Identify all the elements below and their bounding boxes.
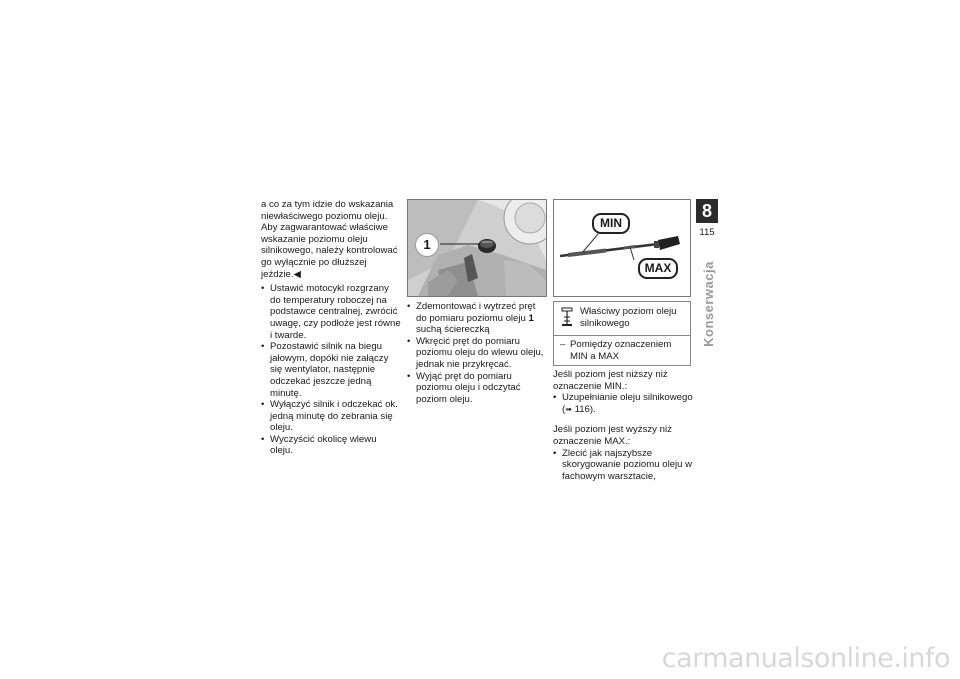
callout-reference: 1	[528, 312, 534, 324]
spec-value: Pomiędzy oznaczeniem MIN a MAX	[570, 339, 672, 362]
min-label-box	[592, 213, 630, 234]
max-label-box	[638, 258, 678, 279]
list-item: • Pozostawić silnik na biegu jałowym, dopóki nie załączy się wentylator, następnie odczekać jeszcze jedną minutę.	[261, 341, 401, 399]
chapter-number-tab: 8	[696, 199, 718, 223]
page-reference[interactable]	[562, 404, 596, 415]
above-max-paragraph: Jeśli poziom jest wyższy niż oznaczenie MAX.:	[553, 424, 672, 447]
steps-list-2	[407, 301, 547, 405]
spec-value-row	[560, 339, 686, 362]
step-text: suchą ściereczką	[416, 324, 490, 336]
list-item: • Zlecić jak najszybsze skorygowanie poziomu oleju w fachowym warsztacie,	[553, 448, 693, 483]
page-number: 115	[699, 227, 715, 238]
max-label: MAX	[644, 261, 672, 275]
list-item	[553, 392, 693, 415]
refill-list	[553, 392, 693, 415]
step-text: Zdemontować i wytrzeć pręt do pomiaru poziomu oleju	[416, 301, 536, 324]
list-item: • Wyłączyć silnik i odczekać ok. jedną minutę do zebrania się oleju.	[261, 399, 401, 434]
column-2	[407, 301, 547, 405]
refill-step-text: Uzupełnianie oleju silnikowego	[562, 392, 693, 404]
dash-marker: –	[560, 339, 566, 350]
list-item: • Wkręcić pręt do pomiaru poziomu oleju do wlewu oleju, jednak nie przykręcać.	[407, 336, 547, 371]
column-3	[553, 369, 693, 482]
oil-level-spec-box	[553, 301, 691, 366]
ref-paren: (	[562, 403, 566, 415]
dipstick-illustration	[553, 199, 691, 297]
reference-arrow-icon: ➠	[565, 404, 572, 414]
list-item	[407, 301, 547, 336]
watermark: carmanualsonline.info	[661, 643, 950, 674]
oil-dipstick-icon	[561, 307, 573, 327]
callout-number: 1	[423, 237, 431, 252]
spec-title-row	[554, 302, 690, 336]
workshop-list	[553, 448, 693, 483]
steps-list-1	[261, 283, 401, 457]
min-label: MIN	[600, 216, 622, 230]
column-1	[261, 199, 401, 457]
callout-circle	[415, 233, 439, 257]
chapter-title: Konserwacja	[701, 261, 716, 347]
ref-page: 116).	[571, 403, 596, 415]
list-item: • Wyczyścić okolicę wlewu oleju.	[261, 434, 401, 457]
below-min-paragraph: Jeśli poziom jest niższy niż oznaczenie MIN.:	[553, 369, 668, 392]
engine-oil-filler-photo	[407, 199, 547, 297]
list-item: • Ustawić motocykl rozgrzany do temperatury roboczej na podstawce centralnej, zwrócić uwagę, czy podłoże jest równe i twarde.	[261, 283, 401, 341]
list-item: • Wyjąć pręt do pomiaru poziomu oleju i odczytać poziom oleju.	[407, 371, 547, 406]
spec-title: Właściwy poziom oleju silnikowego	[580, 306, 677, 329]
intro-paragraph: a co za tym idzie do wskazania niewłaściwego poziomu oleju. Aby zagwarantować właściwe wskazanie poziomu oleju silnikowego, należy kontrolować go wyłącznie po dłuższej jeździe.◀	[261, 199, 398, 280]
